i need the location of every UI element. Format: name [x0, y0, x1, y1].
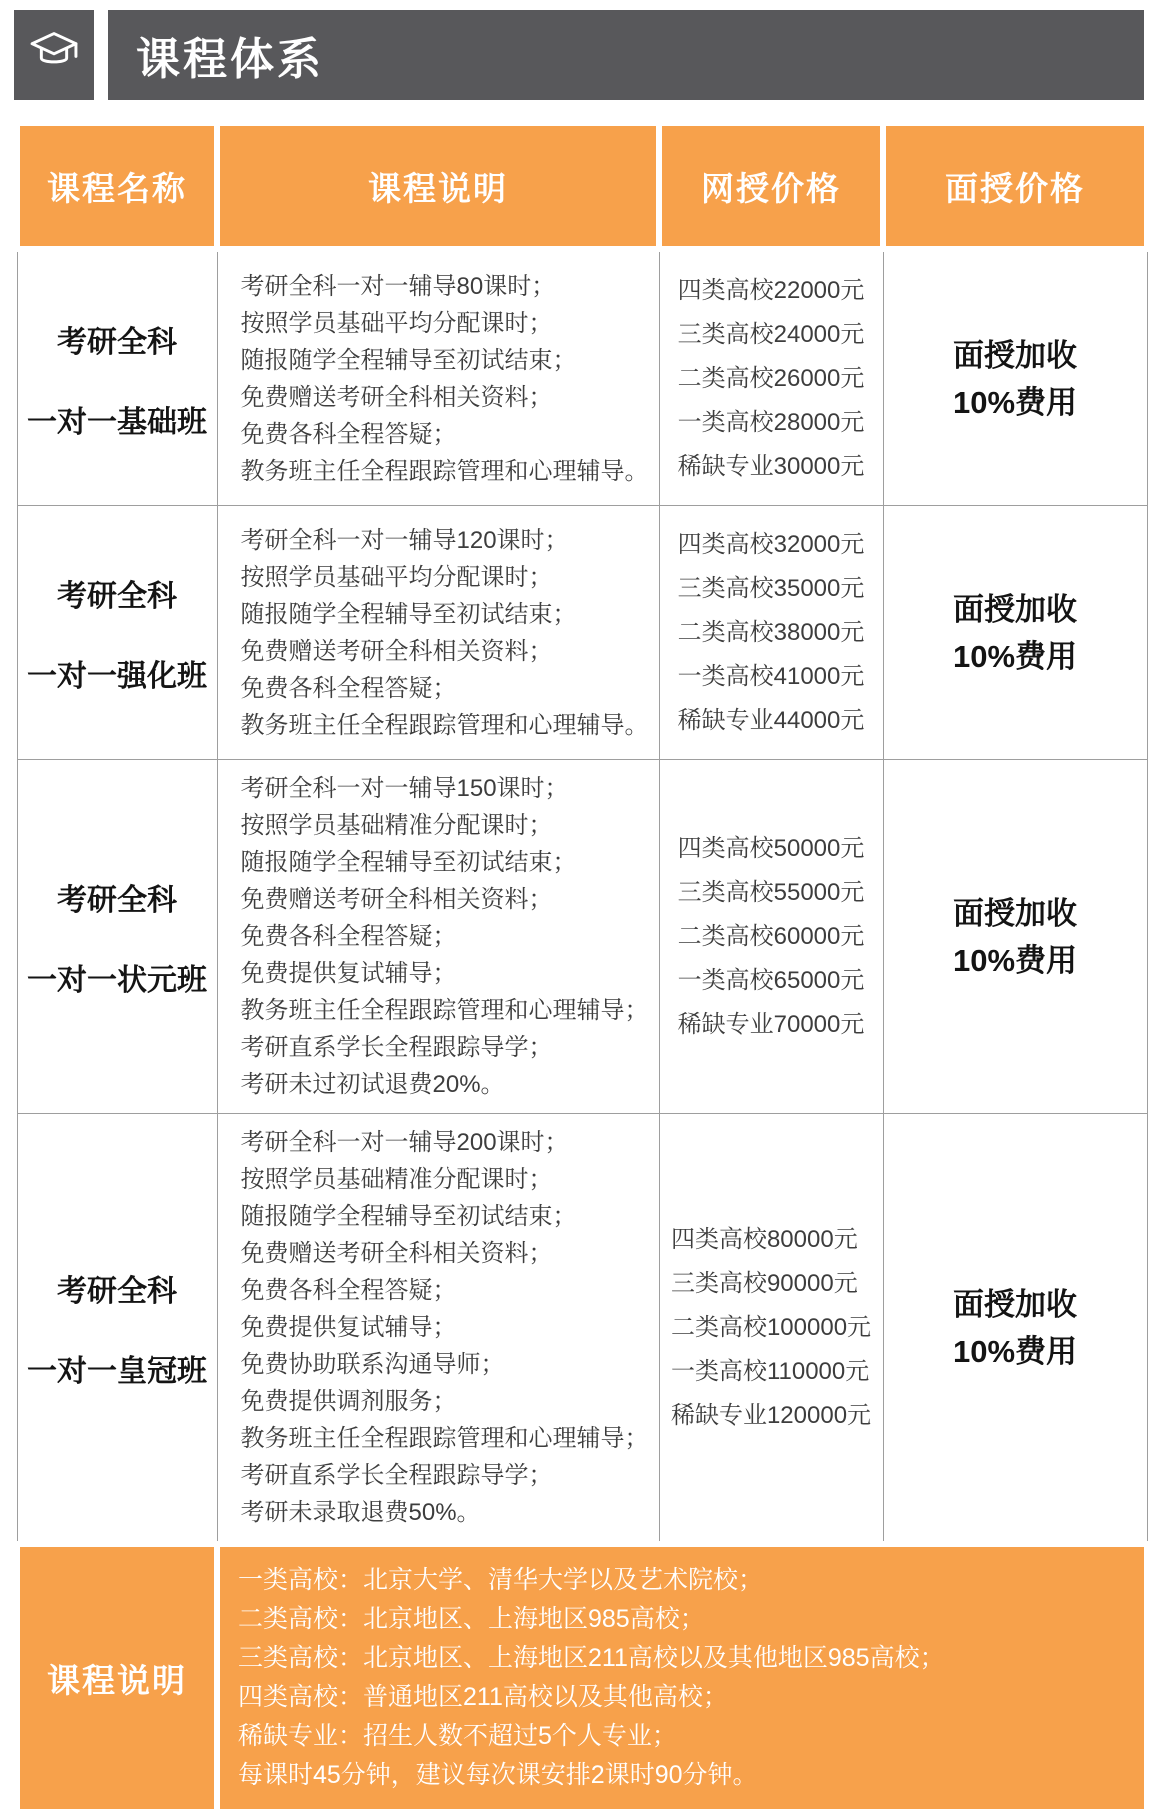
- offline-price-text: [953, 332, 1077, 426]
- footer-label: 课程说明: [17, 1544, 217, 1812]
- table-row: [17, 249, 1147, 506]
- course-description: [217, 249, 659, 506]
- text-line: 考研全科一对一辅导120课时；: [240, 526, 569, 554]
- online-price-list: [678, 269, 865, 489]
- text-line: 随报随学全程辅导至初试结束；: [240, 346, 577, 374]
- text-line: 三类高校90000元: [670, 1269, 858, 1297]
- text-line: 考研全科: [57, 883, 177, 917]
- text-line: 二类高校38000元: [677, 618, 865, 646]
- offline-price-cell: [883, 249, 1147, 506]
- text-line: 一类高校28000元: [677, 408, 865, 436]
- text-line: 免费各科全程答疑；: [240, 420, 457, 448]
- course-name: [17, 506, 217, 760]
- online-price-list: [678, 523, 865, 743]
- text-line: 考研全科一对一辅导80课时；: [240, 272, 556, 300]
- text-line: 三类高校55000元: [677, 878, 865, 906]
- text-line: 教务班主任全程跟踪管理和心理辅导；: [240, 1425, 649, 1452]
- text-line: 一类高校：北京大学、清华大学以及艺术院校；: [238, 1566, 764, 1594]
- offline-price-text: [953, 586, 1077, 680]
- course-name: [17, 760, 217, 1114]
- text-line: 按照学员基础平均分配课时；: [240, 309, 553, 337]
- text-line: 稀缺专业30000元: [677, 452, 865, 480]
- text-line: 免费赠送考研全科相关资料；: [240, 637, 553, 665]
- table-row: [17, 506, 1147, 760]
- text-line: 教务班主任全程跟踪管理和心理辅导。: [240, 711, 649, 739]
- text-line: 免费提供复试辅导；: [240, 960, 457, 987]
- text-line: 考研未录取退费50%。: [240, 1499, 481, 1526]
- text-line: 免费各科全程答疑；: [240, 1277, 457, 1304]
- text-line: 一对一强化班: [27, 659, 207, 693]
- text-line: 每课时45分钟，建议每次课安排2课时90分钟。: [238, 1761, 758, 1789]
- text-line: 免费各科全程答疑；: [240, 674, 457, 702]
- text-line: 三类高校35000元: [677, 574, 865, 602]
- text-line: 二类高校100000元: [670, 1313, 872, 1341]
- text-line: 四类高校32000元: [677, 530, 865, 558]
- course-description: [217, 760, 659, 1114]
- header-row: [17, 123, 1147, 249]
- text-line: 免费各科全程答疑；: [240, 923, 457, 950]
- course-name: [17, 1114, 217, 1545]
- text-line: 一对一皇冠班: [27, 1354, 207, 1388]
- offline-price-cell: [883, 506, 1147, 760]
- text-line: 三类高校：北京地区、上海地区211高校以及其他地区985高校；: [238, 1644, 945, 1672]
- text-line: 面授加收: [952, 337, 1077, 373]
- text-line: 随报随学全程辅导至初试结束；: [240, 1203, 577, 1230]
- column-header-online-price: 网授价格: [659, 123, 883, 249]
- text-line: 四类高校50000元: [677, 834, 865, 862]
- text-line: 考研全科一对一辅导150课时；: [240, 775, 569, 802]
- text-line: 考研未过初试退费20%。: [240, 1071, 505, 1098]
- text-line: 三类高校24000元: [677, 320, 865, 348]
- online-price-cell: [659, 249, 883, 506]
- text-line: 随报随学全程辅导至初试结束；: [240, 849, 577, 876]
- column-header-course-name: 课程名称: [17, 123, 217, 249]
- text-line: 面授加收: [952, 591, 1077, 627]
- table-row: [17, 760, 1147, 1114]
- text-line: 教务班主任全程跟踪管理和心理辅导。: [240, 457, 649, 485]
- icon-box: [14, 10, 94, 100]
- course-name: [17, 249, 217, 506]
- text-line: 教务班主任全程跟踪管理和心理辅导；: [240, 997, 649, 1024]
- text-line: 免费提供调剂服务；: [240, 1388, 457, 1415]
- text-line: 10%费用: [952, 942, 1078, 978]
- footer-row: [17, 1544, 1147, 1812]
- text-line: 稀缺专业：招生人数不超过5个人专业；: [238, 1722, 677, 1750]
- text-line: 二类高校60000元: [677, 922, 865, 950]
- text-line: 考研全科一对一辅导200课时；: [240, 1129, 569, 1156]
- text-line: 免费赠送考研全科相关资料；: [240, 383, 553, 411]
- table-row: [17, 1114, 1147, 1545]
- text-line: 四类高校：普通地区211高校以及其他高校；: [238, 1683, 728, 1711]
- text-line: 一类高校41000元: [677, 662, 865, 690]
- text-line: 考研全科: [57, 1274, 177, 1308]
- text-line: 一类高校65000元: [677, 966, 865, 994]
- text-line: 免费协助联系沟通导师；: [240, 1351, 505, 1378]
- text-line: 10%费用: [952, 1333, 1078, 1369]
- offline-price-cell: [883, 1114, 1147, 1545]
- text-line: 面授加收: [952, 895, 1077, 931]
- text-line: 考研直系学长全程跟踪导学；: [240, 1034, 553, 1061]
- footer-notes: [217, 1544, 1147, 1812]
- text-line: 稀缺专业70000元: [677, 1010, 865, 1038]
- text-line: 四类高校80000元: [670, 1225, 858, 1253]
- column-header-offline-price: 面授价格: [883, 123, 1147, 249]
- page-title: 课程体系: [108, 10, 1144, 100]
- text-line: 四类高校22000元: [677, 276, 865, 304]
- offline-price-text: [953, 890, 1077, 984]
- text-line: 免费赠送考研全科相关资料；: [240, 886, 553, 913]
- text-line: 10%费用: [952, 384, 1078, 420]
- text-line: 考研全科: [57, 325, 177, 359]
- text-line: 考研全科: [57, 579, 177, 613]
- text-line: 稀缺专业120000元: [670, 1401, 872, 1429]
- text-line: 稀缺专业44000元: [677, 706, 865, 734]
- text-line: 按照学员基础平均分配课时；: [240, 563, 553, 591]
- online-price-cell: [659, 760, 883, 1114]
- column-header-course-description: 课程说明: [217, 123, 659, 249]
- offline-price-text: [953, 1281, 1077, 1375]
- online-price-cell: [659, 1114, 883, 1545]
- online-price-list: [678, 827, 865, 1047]
- offline-price-cell: [883, 760, 1147, 1114]
- online-price-list: [671, 1218, 871, 1438]
- course-table: [14, 120, 1150, 1815]
- graduation-cap-icon: [27, 26, 81, 85]
- text-line: 免费赠送考研全科相关资料；: [240, 1240, 553, 1267]
- online-price-cell: [659, 506, 883, 760]
- text-line: 随报随学全程辅导至初试结束；: [240, 600, 577, 628]
- text-line: 按照学员基础精准分配课时；: [240, 812, 553, 839]
- text-line: 考研直系学长全程跟踪导学；: [240, 1462, 553, 1489]
- course-description: [217, 1114, 659, 1545]
- text-line: 10%费用: [952, 638, 1078, 674]
- top-banner: [14, 10, 1144, 100]
- text-line: 二类高校：北京地区、上海地区985高校；: [238, 1605, 705, 1633]
- text-line: 免费提供复试辅导；: [240, 1314, 457, 1341]
- text-line: 一对一状元班: [27, 963, 207, 997]
- text-line: 一对一基础班: [27, 405, 207, 439]
- course-description: [217, 506, 659, 760]
- text-line: 一类高校110000元: [670, 1357, 870, 1385]
- text-line: 二类高校26000元: [677, 364, 865, 392]
- text-line: 按照学员基础精准分配课时；: [240, 1166, 553, 1193]
- text-line: 面授加收: [952, 1286, 1077, 1322]
